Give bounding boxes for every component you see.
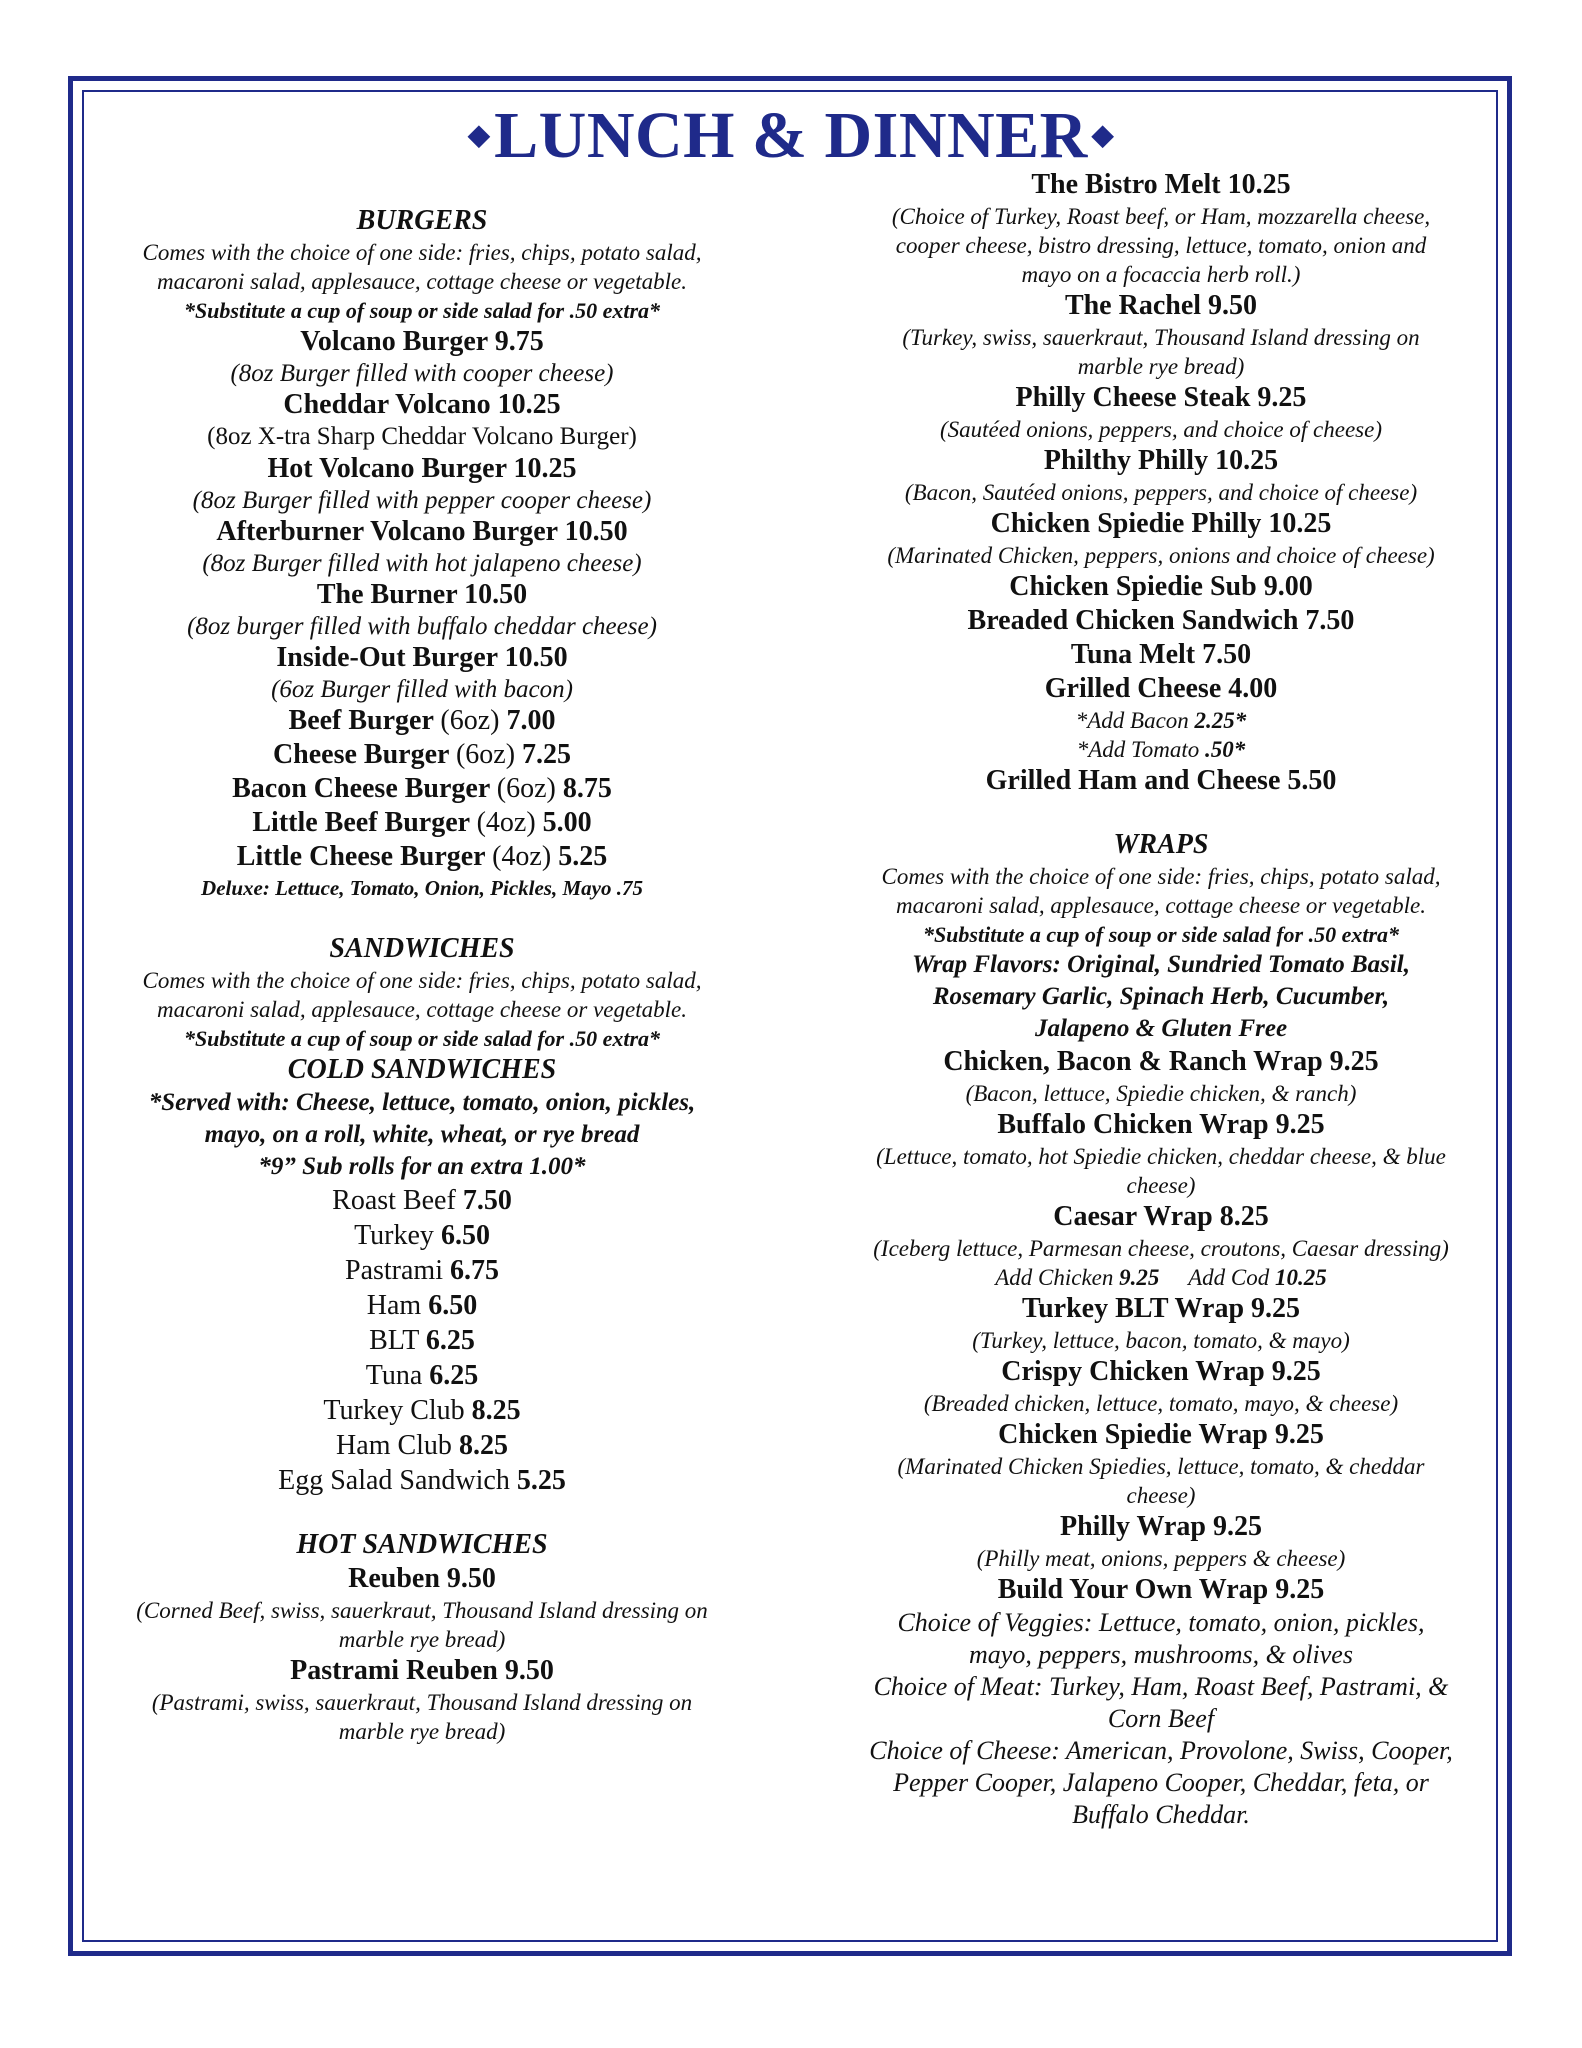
menu-item-description: mayo on a focaccia herb roll.) (1021, 262, 1301, 287)
section-gap (92, 1498, 752, 1528)
menu-item-description: (8oz Burger filled with pepper cooper cheese) (192, 487, 652, 514)
burgers-side-note: Comes with the choice of one side: fries, chips, potato salad, (142, 240, 702, 265)
menu-item: Little Beef Burger (4oz) 5.00 (252, 807, 592, 838)
menu-item: Tuna Melt 7.50 (1070, 639, 1252, 670)
sandwiches-side-note: macaroni salad, applesauce, cottage cheese or vegetable. (157, 997, 687, 1022)
served-with-note: *Served with: Cheese, lettuce, tomato, onion, pickles, (148, 1089, 696, 1116)
menu-item-description: (Sautéed onions, peppers, and choice of cheese) (940, 417, 1382, 442)
menu-item-description: (Marinated Chicken Spiedies, lettuce, tomato, & cheddar (897, 1454, 1425, 1479)
byo-choice: Choice of Cheese: American, Provolone, Swiss, Cooper, (869, 1736, 1453, 1765)
menu-item: The Bistro Melt 10.25 (1031, 169, 1291, 200)
menu-item-description: (Corned Beef, swiss, sauerkraut, Thousand Island dressing on (136, 1598, 708, 1623)
menu-item-description: (8oz X-tra Sharp Cheddar Volcano Burger) (207, 423, 637, 450)
menu-item-description: cooper cheese, bistro dressing, lettuce, tomato, onion and (895, 233, 1427, 258)
menu-item: The Rachel 9.50 (1064, 290, 1258, 321)
diamond-icon: ◆ (468, 119, 491, 151)
byo-choice: Buffalo Cheddar. (1072, 1800, 1250, 1829)
menu-item: Cheddar Volcano 10.25 (283, 389, 561, 420)
wrap-flavors: Rosemary Garlic, Spinach Herb, Cucumber, (932, 983, 1390, 1010)
menu-item-description: cheese) (1126, 1173, 1196, 1198)
add-on-note: *Add Tomato .50* (1076, 737, 1246, 762)
menu-item: Breaded Chicken Sandwich 7.50 (967, 605, 1355, 636)
wrap-flavors: Wrap Flavors: Original, Sundried Tomato Basil, (911, 951, 1411, 978)
menu-item-description: cheese) (1126, 1483, 1196, 1508)
byo-choice: Corn Beef (1107, 1704, 1215, 1733)
menu-item: Pastrami 6.75 (345, 1255, 499, 1286)
menu-item: Ham 6.50 (366, 1290, 478, 1321)
menu-item: Philly Wrap 9.25 (1059, 1511, 1262, 1542)
menu-item: Crispy Chicken Wrap 9.25 (1001, 1356, 1321, 1387)
wraps-side-note: Comes with the choice of one side: fries, chips, potato salad, (881, 864, 1441, 889)
menu-item-description: (Pastrami, swiss, sauerkraut, Thousand Island dressing on (151, 1690, 693, 1715)
menu-item: Grilled Ham and Cheese 5.50 (985, 765, 1337, 796)
menu-item: Inside-Out Burger 10.50 (276, 642, 568, 673)
hot-sandwiches-heading: HOT SANDWICHES (296, 1529, 548, 1560)
menu-item: BLT 6.25 (369, 1325, 475, 1356)
menu-item-description: (Bacon, lettuce, Spiedie chicken, & ranch) (965, 1081, 1357, 1106)
menu-item: Turkey 6.50 (354, 1220, 490, 1251)
menu-item-description: marble rye bread) (338, 1627, 506, 1652)
sandwiches-heading: SANDWICHES (329, 933, 515, 964)
byo-choice: Pepper Cooper, Jalapeno Cooper, Cheddar, feta, or (893, 1768, 1429, 1797)
wraps-substitute-note: *Substitute a cup of soup or side salad for .50 extra* (922, 922, 1400, 947)
wraps-side-note: macaroni salad, applesauce, cottage cheese or vegetable. (896, 893, 1426, 918)
right-column (836, 168, 1486, 1831)
menu-item: Build Your Own Wrap 9.25 (997, 1574, 1325, 1605)
menu-item: Chicken Spiedie Philly 10.25 (990, 508, 1332, 539)
menu-item: Caesar Wrap 8.25 (1053, 1201, 1269, 1232)
menu-item: Volcano Burger 9.75 (300, 326, 544, 357)
menu-item-description: (Turkey, swiss, sauerkraut, Thousand Island dressing on (902, 325, 1420, 350)
menu-item: Grilled Cheese 4.00 (1044, 673, 1278, 704)
served-with-note: mayo, on a roll, white, wheat, or rye bread (204, 1121, 640, 1148)
add-on-note: Add Chicken 9.25 Add Cod 10.25 (995, 1265, 1327, 1290)
menu-item-description: marble rye bread) (338, 1719, 506, 1744)
menu-item: Beef Burger (6oz) 7.00 (288, 705, 556, 736)
section-gap (92, 902, 752, 932)
menu-item: The Burner 10.50 (316, 579, 528, 610)
sub-rolls-note: *9” Sub rolls for an extra 1.00* (258, 1153, 586, 1180)
menu-item-description: (Breaded chicken, lettuce, tomato, mayo, & cheese) (923, 1391, 1399, 1416)
menu-item: Buffalo Chicken Wrap 9.25 (997, 1109, 1325, 1140)
menu-item: Turkey Club 8.25 (323, 1395, 521, 1426)
menu-item: Bacon Cheese Burger (6oz) 8.75 (232, 773, 612, 804)
menu-item-description: (Lettuce, tomato, hot Spiedie chicken, cheddar cheese, & blue (876, 1144, 1446, 1169)
menu-item-description: (8oz Burger filled with cooper cheese) (230, 360, 614, 387)
diamond-icon: ◆ (1091, 119, 1114, 151)
menu-item: Little Cheese Burger (4oz) 5.25 (236, 841, 608, 872)
menu-item-description: (8oz Burger filled with hot jalapeno cheese) (202, 550, 642, 577)
menu-item-description: (Turkey, lettuce, bacon, tomato, & mayo) (972, 1328, 1350, 1353)
menu-item: Turkey BLT Wrap 9.25 (1021, 1293, 1301, 1324)
page-title: ◆LUNCH & DINNER ◆ (468, 99, 1114, 172)
wrap-flavors: Jalapeno & Gluten Free (1034, 1015, 1288, 1042)
menu-item-description: (6oz Burger filled with bacon) (271, 676, 573, 703)
byo-choice: mayo, peppers, mushrooms, & olives (969, 1640, 1353, 1669)
menu-item: Philthy Philly 10.25 (1043, 445, 1279, 476)
menu-item-description: (Philly meat, onions, peppers & cheese) (976, 1546, 1346, 1571)
menu-item: Chicken, Bacon & Ranch Wrap 9.25 (943, 1046, 1379, 1077)
menu-item-description: (Bacon, Sautéed onions, peppers, and choice of cheese) (904, 480, 1418, 505)
left-column (92, 204, 752, 1746)
menu-item: Chicken Spiedie Sub 9.00 (1009, 571, 1313, 602)
wraps-heading: WRAPS (1113, 829, 1209, 860)
menu-item: Pastrami Reuben 9.50 (290, 1655, 554, 1686)
menu-item-description: (Marinated Chicken, peppers, onions and choice of cheese) (887, 543, 1435, 568)
menu-item: Chicken Spiedie Wrap 9.25 (998, 1419, 1324, 1450)
menu-item-description: (Iceberg lettuce, Parmesan cheese, croutons, Caesar dressing) (873, 1236, 1449, 1261)
byo-choice: Choice of Meat: Turkey, Ham, Roast Beef, Pastrami, & (873, 1672, 1449, 1701)
section-gap (836, 798, 1486, 828)
sandwiches-side-note: Comes with the choice of one side: fries, chips, potato salad, (142, 968, 702, 993)
deluxe-note: Deluxe: Lettuce, Tomato, Onion, Pickles, Mayo .75 (201, 876, 643, 900)
menu-item: Afterburner Volcano Burger 10.50 (216, 516, 628, 547)
menu-item: Egg Salad Sandwich 5.25 (278, 1465, 566, 1496)
menu-item: Tuna 6.25 (365, 1360, 479, 1391)
sandwiches-substitute-note: *Substitute a cup of soup or side salad for .50 extra* (183, 1026, 661, 1051)
burgers-substitute-note: *Substitute a cup of soup or side salad for .50 extra* (183, 298, 661, 323)
menu-item-description: (8oz burger filled with buffalo cheddar cheese) (187, 613, 657, 640)
menu-item: Reuben 9.50 (348, 1563, 496, 1594)
menu-item: Ham Club 8.25 (336, 1430, 508, 1461)
menu-item-description: (Choice of Turkey, Roast beef, or Ham, mozzarella cheese, (891, 204, 1431, 229)
menu-item-description: marble rye bread) (1077, 354, 1245, 379)
burgers-heading: BURGERS (356, 205, 488, 236)
menu-item: Cheese Burger (6oz) 7.25 (272, 739, 572, 770)
byo-choice: Choice of Veggies: Lettuce, tomato, onion, pickles, (897, 1608, 1425, 1637)
menu-item: Philly Cheese Steak 9.25 (1015, 382, 1307, 413)
menu-item: Roast Beef 7.50 (332, 1185, 512, 1216)
add-on-note: *Add Bacon 2.25* (1075, 708, 1247, 733)
cold-sandwiches-heading: COLD SANDWICHES (287, 1054, 557, 1085)
burgers-side-note: macaroni salad, applesauce, cottage cheese or vegetable. (157, 269, 687, 294)
menu-item: Hot Volcano Burger 10.25 (267, 453, 577, 484)
